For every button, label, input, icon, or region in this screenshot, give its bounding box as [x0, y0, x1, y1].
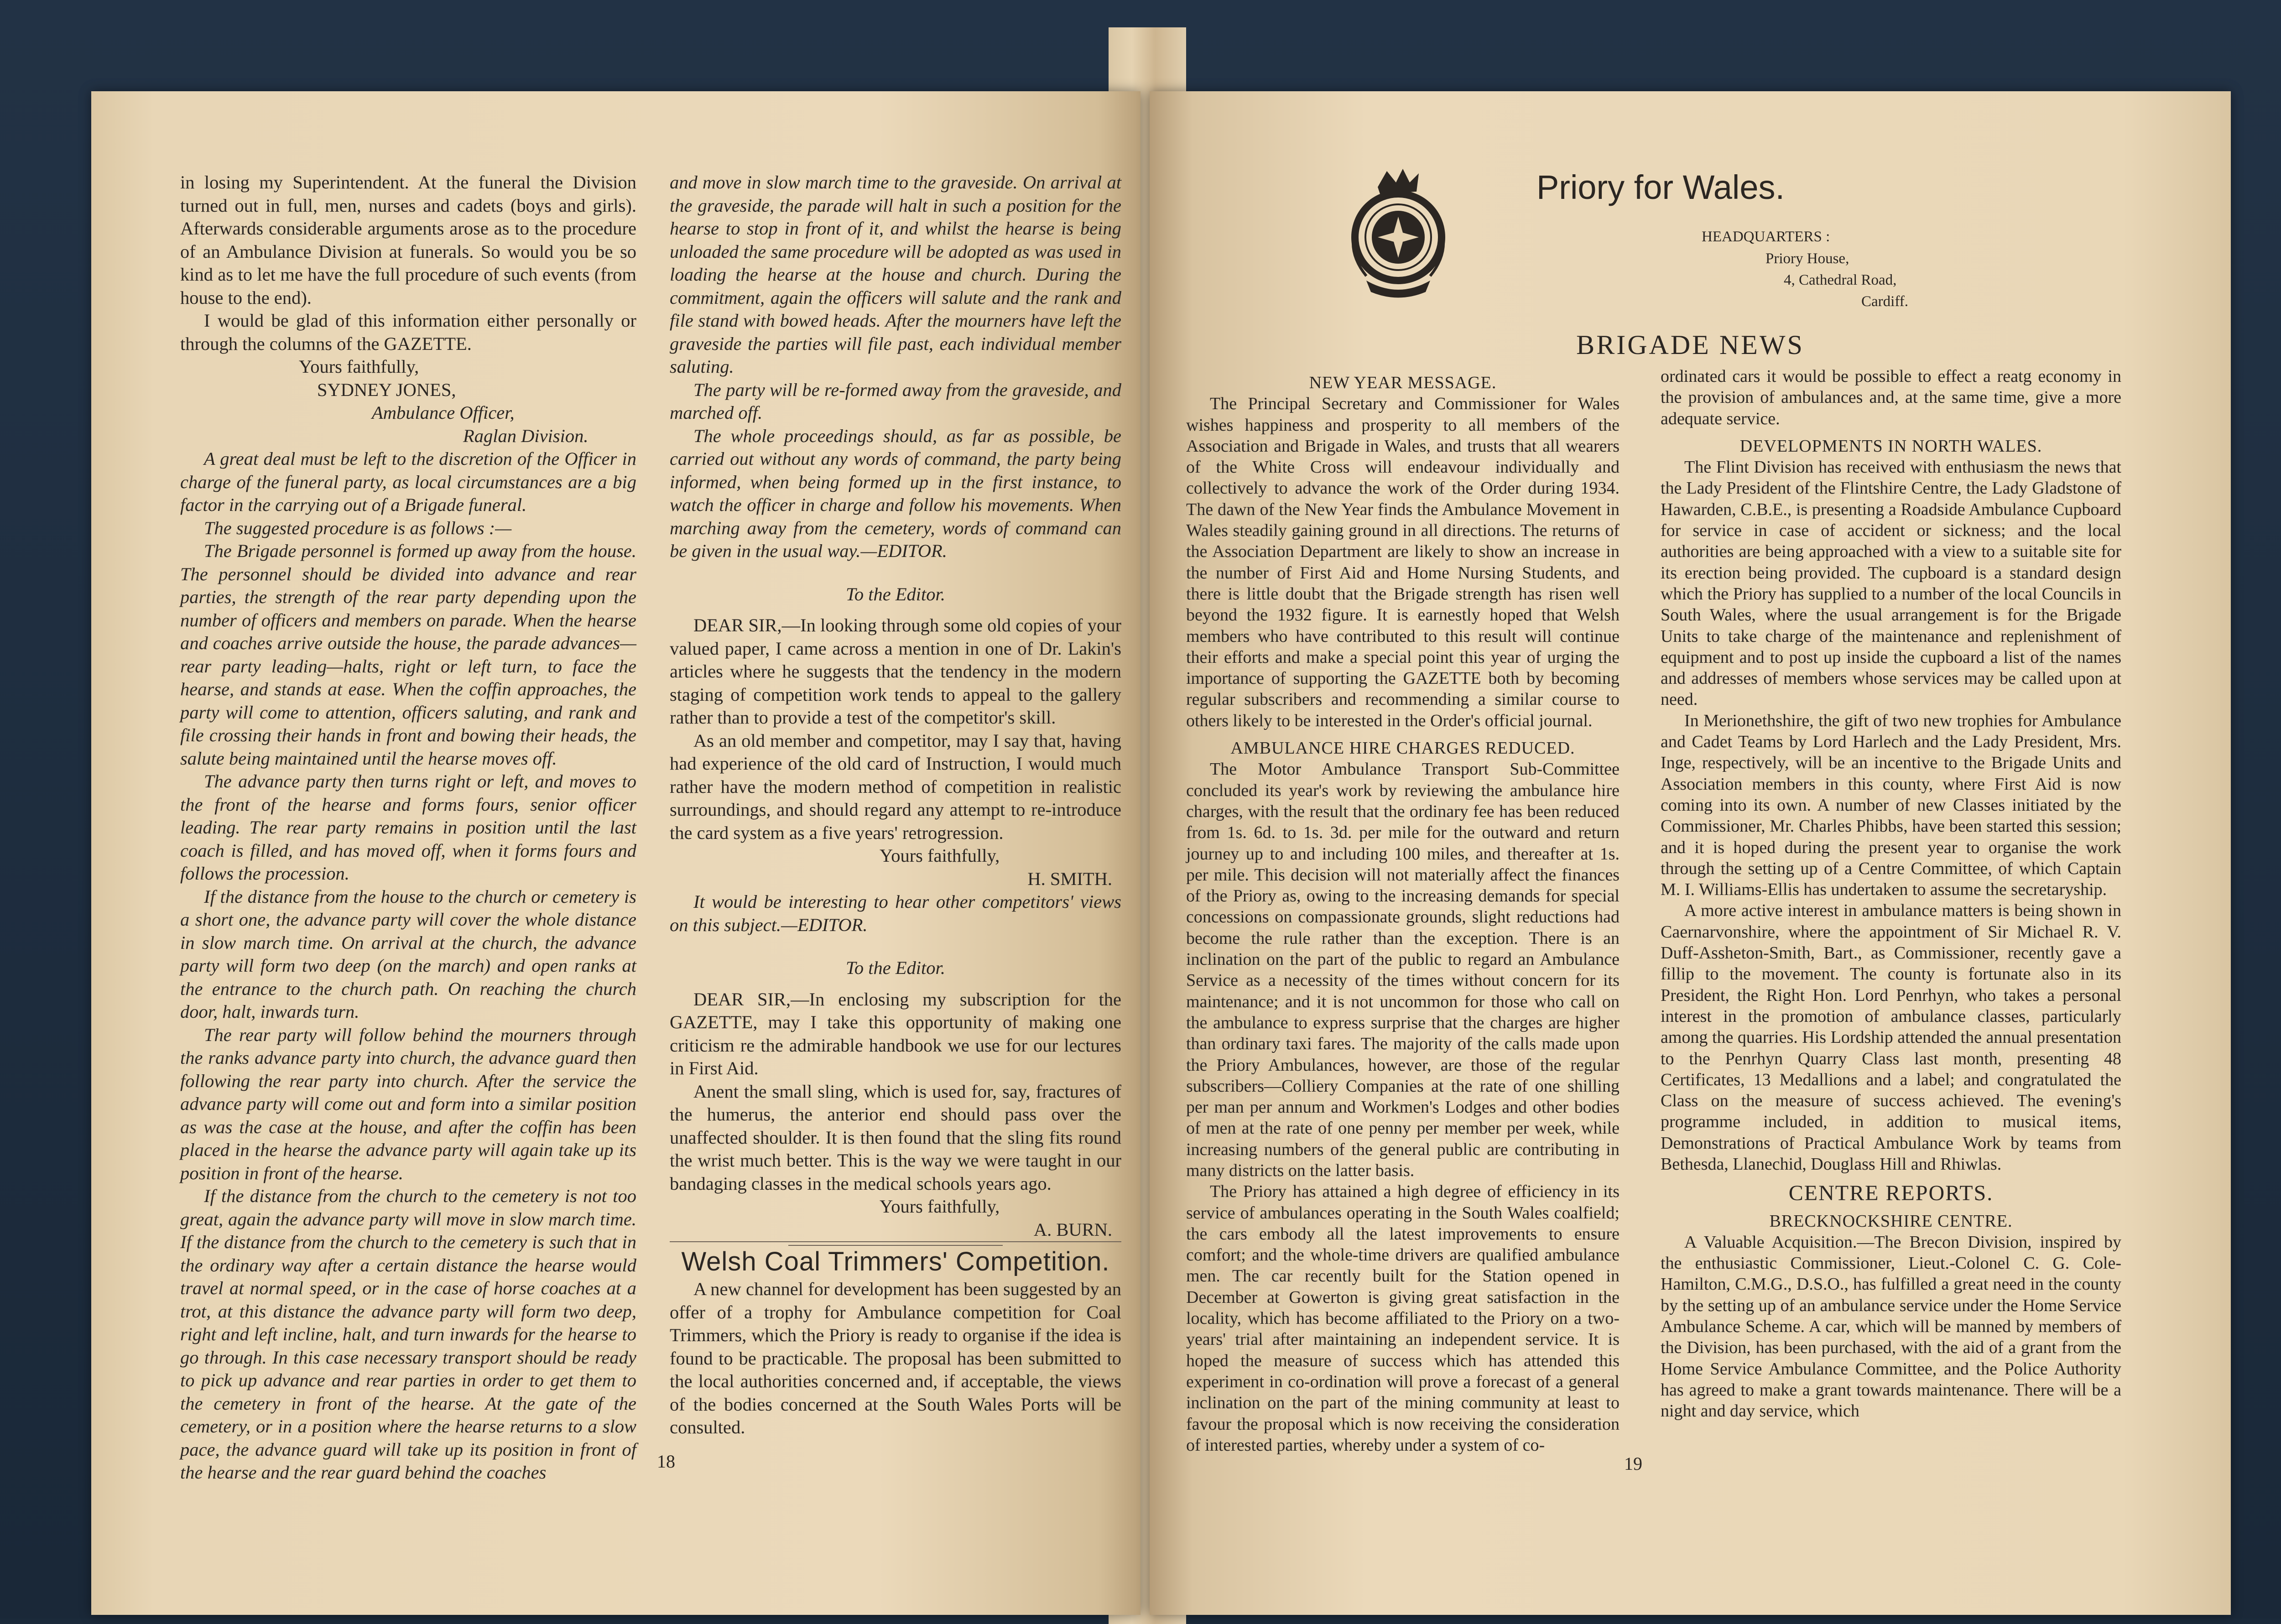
paragraph: ordinated cars it would be possible to effect a reatg economy in the provision of ambulances and, at the same time, give a more adequate service. [1661, 367, 2121, 428]
paragraph: The Motor Ambulance Transport Sub-Committee concluded its year's work by reviewing the ambulance hire charges, with the result that the ordinary fee has been reduced from 1s. 6d. to 1s. 3d. per mile for the outward and return journey up to and including 100 miles, and thereafter at 1s. per mile. This decision will not materially affect the finances of the Priory as, owing to the increasing demands for special concessions on compassionate grounds, slight reductions had become the rule rather than the exception. There is an inclination on the part of the public to regard an Ambulance Service as a necessity of the times without concern for its maintenance; and it is not uncommon for those who call on the ambulance to express surprise that the charges are higher than ordinary taxi fares. The majority of the calls made upon the Priory Ambulances, however, are those of the regular subscribers—Colliery Companies at the rate of one shilling per man per annum and Workmen's Lodges and other bodies of men at the rate of one penny per member per week, while increasing numbers of the general public are contributing in many districts on the latter basis. [1186, 760, 1620, 1180]
paragraph: As an old member and competitor, may I say that, having had experience of the old card of Instruction, I would much rather have the modern method of competition in realistic surroundings, and should regard any attempt to re-introduce the card system as a five years' retrogression. [670, 730, 1121, 843]
paragraph: A Valuable Acquisition.—The Brecon Division, inspired by the enthusiastic Commissioner, Lieut.-Colonel C. G. Cole-Hamilton, C.M.G., D.S.O., has fulfilled a great need in the county by the setting up of an ambulance service under the Home Service Ambulance Scheme. A car, which will be manned by members of the Division, has been purchased, with the aid of a grant from the Home Service Ambulance Committee, and the Police Authority has agreed to make a grant towards maintenance. There will be a night and day service, which [1661, 1232, 2121, 1421]
divider [670, 1241, 1121, 1242]
paragraph: In Merionethshire, the gift of two new trophies for Ambulance and Cadet Teams by Lord Harlech and the Lady President, Mrs. Inge, respectively, will be an incentive to the Brigade Units and Association members in this county, where First Aid is now coming into its own. A number of new Classes initiated by the Commissioner, Mr. Charles Phibbs, have been started this session; and it is hoped during the present year to organise the work through the setting up of a Centre Committee, of which Captain M. I. Williams-Ellis has undertaken to assume the secretaryship. [1661, 711, 2121, 900]
priory-title: Priory for Wales. [1536, 168, 1785, 206]
signoff: Yours faithfully, [299, 356, 419, 377]
signoff: Yours faithfully, [880, 845, 1000, 866]
hq-line-1: Priory House, [1765, 250, 1849, 267]
paragraph: A new channel for development has been suggested by an offer of a trophy for Ambulance competition for Coal Trimmers, which the Priory is ready to organise if the idea is found to be practicable. The proposal has been submitted to the local authorities concerned and, if acceptable, the views of the bodies concerned at the South Wales Ports will be consulted. [670, 1279, 1121, 1437]
paragraph: I would be glad of this information either personally or through the columns of the GAZETTE. [180, 310, 636, 354]
brigade-news-heading: BRIGADE NEWS [1576, 330, 1804, 360]
paragraph: The Principal Secretary and Commissioner for Wales wishes happiness and prosperity to all members of the Association and Brigade in Wales, and trusts that all wearers of the White Cross will endeavour individually and collectively to advance the work of the Order during 1934. The dawn of the New Year finds the Ambulance Movement in Wales steadily gaining ground in all directions. The returns of the Association Department are likely to show an increase in the number of First Aid and Home Nursing Students, and there is little doubt that the Brigade strength has risen well beyond the 1932 figure. It is earnestly hoped that Welsh members who have contributed to this result will continue their efforts and make a special point this year of urging the importance of supporting the GAZETTE both by becoming regular subscribers and recommending a similar course to others likely to be interested in the Order's official journal. [1186, 394, 1620, 730]
paragraph: Anent the small sling, which is used for, say, fractures of the humerus, the anterior end should pass over the unaffected shoulder. It is then found that the sling fits round the wrist much better. This is the way we were taught in our bandaging classes in the medical schools years ago. [670, 1081, 1121, 1194]
hq-line-2: 4, Cathedral Road, [1784, 272, 1897, 288]
paragraph: If the distance from the church to the cemetery is not too great, again the advance party will move in slow march time. If the distance from the church to the cemetery is such that in the ordinary way after a certain distance the hearse would travel at normal speed, or in the case of horse coaches at a trot, at this distance the advance party will form two deep, right and left incline, halt, and turn inwards for the hearse to go through. In this case necessary transport should be ready to pick up advance and rear parties in order to get them to the cemetery in front of the hearse. At the gate of the cemetery, or in a position where the hearse returns to a slow pace, the advance guard will take up its position in front of the hearse and the rear guard behind the coaches [180, 1186, 636, 1483]
sub-heading: DEVELOPMENTS IN NORTH WALES. [1739, 436, 2042, 456]
paragraph: A more active interest in ambulance matters is being shown in Caernarvonshire, where the appointment of Sir Michael R. V. Duff-Assheton-Smith, Bart., as Commissioner, recently gave a fillip to the movement. The county is fortunate also in its President, the Right Hon. Lord Penrhyn, who takes a personal interest in the promotion of ambulance classes, particularly among the quarries. His Lordship attended the annual presentation to the Penrhyn Quarry Class last month, presenting 48 Certificates, 13 Medallions and a label; and congratulated the Class on the measure of success achieved. The evening's programme included, in addition to musical items, Demonstrations of Practical Ambulance Work by teams from Bethesda, Llanechid, Douglass Hill and Rhiwlas. [1661, 901, 2121, 1174]
signature-division: Raglan Division. [463, 425, 588, 446]
signature: H. SMITH. [1027, 868, 1112, 889]
right-column-2 [1661, 366, 2121, 1422]
page-number-18: 18 [657, 1451, 675, 1472]
paragraph: in losing my Superintendent. At the funeral the Division turned out in full, men, nurses and cadets (boys and girls). Afterwards considerable arguments arose as to the procedure of an Ambulance Division at funerals. So would you be so kind as to let me have the full procedure of such events (from house to the end). [180, 172, 636, 308]
hq-line-3: Cardiff. [1861, 293, 1908, 310]
signoff: Yours faithfully, [880, 1196, 1000, 1217]
paragraph: The party will be re-formed away from the graveside, and marched off. [670, 379, 1121, 423]
sub-heading: AMBULANCE HIRE CHARGES REDUCED. [1230, 739, 1575, 758]
signature: A. BURN. [1033, 1219, 1112, 1240]
hq-label: HEADQUARTERS : [1702, 229, 1830, 245]
paragraph: DEAR SIR,—In enclosing my subscription for the GAZETTE, may I take this opportunity of making one criticism re the admirable handbook we use for our lectures in First Aid. [670, 989, 1121, 1078]
salutation-heading: To the Editor. [846, 958, 945, 978]
paragraph: The Brigade personnel is formed up away from the house. The personnel should be divided into advance and rear parties, the strength of the rear party depending upon the number of officers and members on parade. When the hearse and coaches arrive outside the house, the parade advances—rear party leading—halts, right or left turn, to face the hearse, and stands at ease. When the coffin approaches, the party will come to attention, officers saluting, and rank and file crossing their hands in front and bowing their heads, the salute being maintained until the hearse moves off. [180, 541, 636, 769]
page-number-19: 19 [1624, 1453, 1642, 1474]
paragraph: The rear party will follow behind the mourners through the ranks advance party into church, the advance guard then following the rear party into church. After the service the advance party will come out and form into a similar position as was the case at the house, and after the coffin has been placed in the hearse the advance party will again take up its position in front of the hearse. [180, 1024, 636, 1183]
signature: SYDNEY JONES, [317, 379, 456, 400]
salutation-heading: To the Editor. [846, 583, 945, 604]
sub-heading: NEW YEAR MESSAGE. [1309, 373, 1497, 392]
paragraph: DEAR SIR,—In looking through some old copies of your valued paper, I came across a mention in one of Dr. Lakin's articles where he suggests that the tendency in the modern staging of competition work tends to appeal to the gallery rather than to provide a test of the competitor's skill. [670, 615, 1121, 728]
paragraph: It would be interesting to hear other competitors' views on this subject.—EDITOR. [670, 891, 1121, 935]
sub-heading: BRECKNOCKSHIRE CENTRE. [1769, 1211, 2013, 1231]
paragraph: A great deal must be left to the discretion of the Officer in charge of the funeral party, as local circumstances are a big factor in the carrying out of a Brigade funeral. [180, 448, 636, 515]
paragraph: The suggested procedure is as follows :— [204, 517, 512, 538]
left-column-2 [670, 171, 1121, 1439]
paragraph: The Flint Division has received with enthusiasm the news that the Lady President of the Flintshire Centre, the Lady Gladstone of Hawarden, C.B.E., is presenting a Roadside Ambulance Cupboard for service in case of accident or sickness; and the local authorities are being approached with a view to a suitable site for its erection being provided. The cupboard is a standard design which the Priory has supplied to a number of the local Councils in South Wales, where the usual arrangement is for the Brigade Units to take charge of the maintenance and replenishment of equipment and to post up inside the cupboard a list of the names and addresses of members whose services may be called upon at need. [1661, 458, 2121, 709]
paragraph: The advance party then turns right or left, and moves to the front of the hearse and forms fours, senior officer leading. The rear party remains in position until the last coach is filled, and has moved off, when it forms fours and follows the procession. [180, 771, 636, 884]
signature-title: Ambulance Officer, [372, 402, 515, 423]
paragraph: The Priory has attained a high degree of efficiency in its service of ambulances operating in the South Wales coalfield; the cars embody all the latest improvements to ensure comfort; and the whole-time drivers are qualified ambulance men. The car recently built for the Station opened in December at Gowerton is giving great satisfaction in the locality, which has become affiliated to the Priory on a two-years' trial after maintaining an independent service. It is hoped the measure of success which has attended this experiment in co-ordination will prove a forecast of a general inclination on the part of the mining community at least to favour the proposal which is now receiving the consideration of interested parties, whereby under a system of co- [1186, 1182, 1620, 1455]
paragraph: The whole proceedings should, as far as possible, be carried out without any words of command, the party being informed, when being formed up in the first instance, to watch the officer in charge and follow his movements. When marching away from the cemetery, words of command can be given in the usual way.—EDITOR. [670, 425, 1121, 561]
paragraph: If the distance from the house to the church or cemetery is a short one, the advance party will cover the whole distance in slow march time. On arrival at the church, the advance party will form two deep (on the march) and open ranks at the entrance to the church path. On reaching the church door, halt, inwards turn. [180, 886, 636, 1022]
right-column-1 [1186, 366, 1620, 1456]
section-heading: CENTRE REPORTS. [1788, 1181, 1994, 1206]
left-column-1 [180, 171, 636, 1484]
priory-crest-icon [1339, 162, 1458, 303]
paragraph: and move in slow march time to the graveside. On arrival at the graveside, the parade will halt in such a position for the hearse to stop in front of it, and whilst the hearse is being unloaded the same procedure will be adopted as was used in loading the hearse at the house and church. During the commitment, again the officers will salute and the rank and file stand with bowed heads. After the mourners have left the graveside the parties will file past, each individual member saluting. [670, 172, 1121, 377]
article-heading: Welsh Coal Trimmers' Competition. [681, 1247, 1110, 1276]
